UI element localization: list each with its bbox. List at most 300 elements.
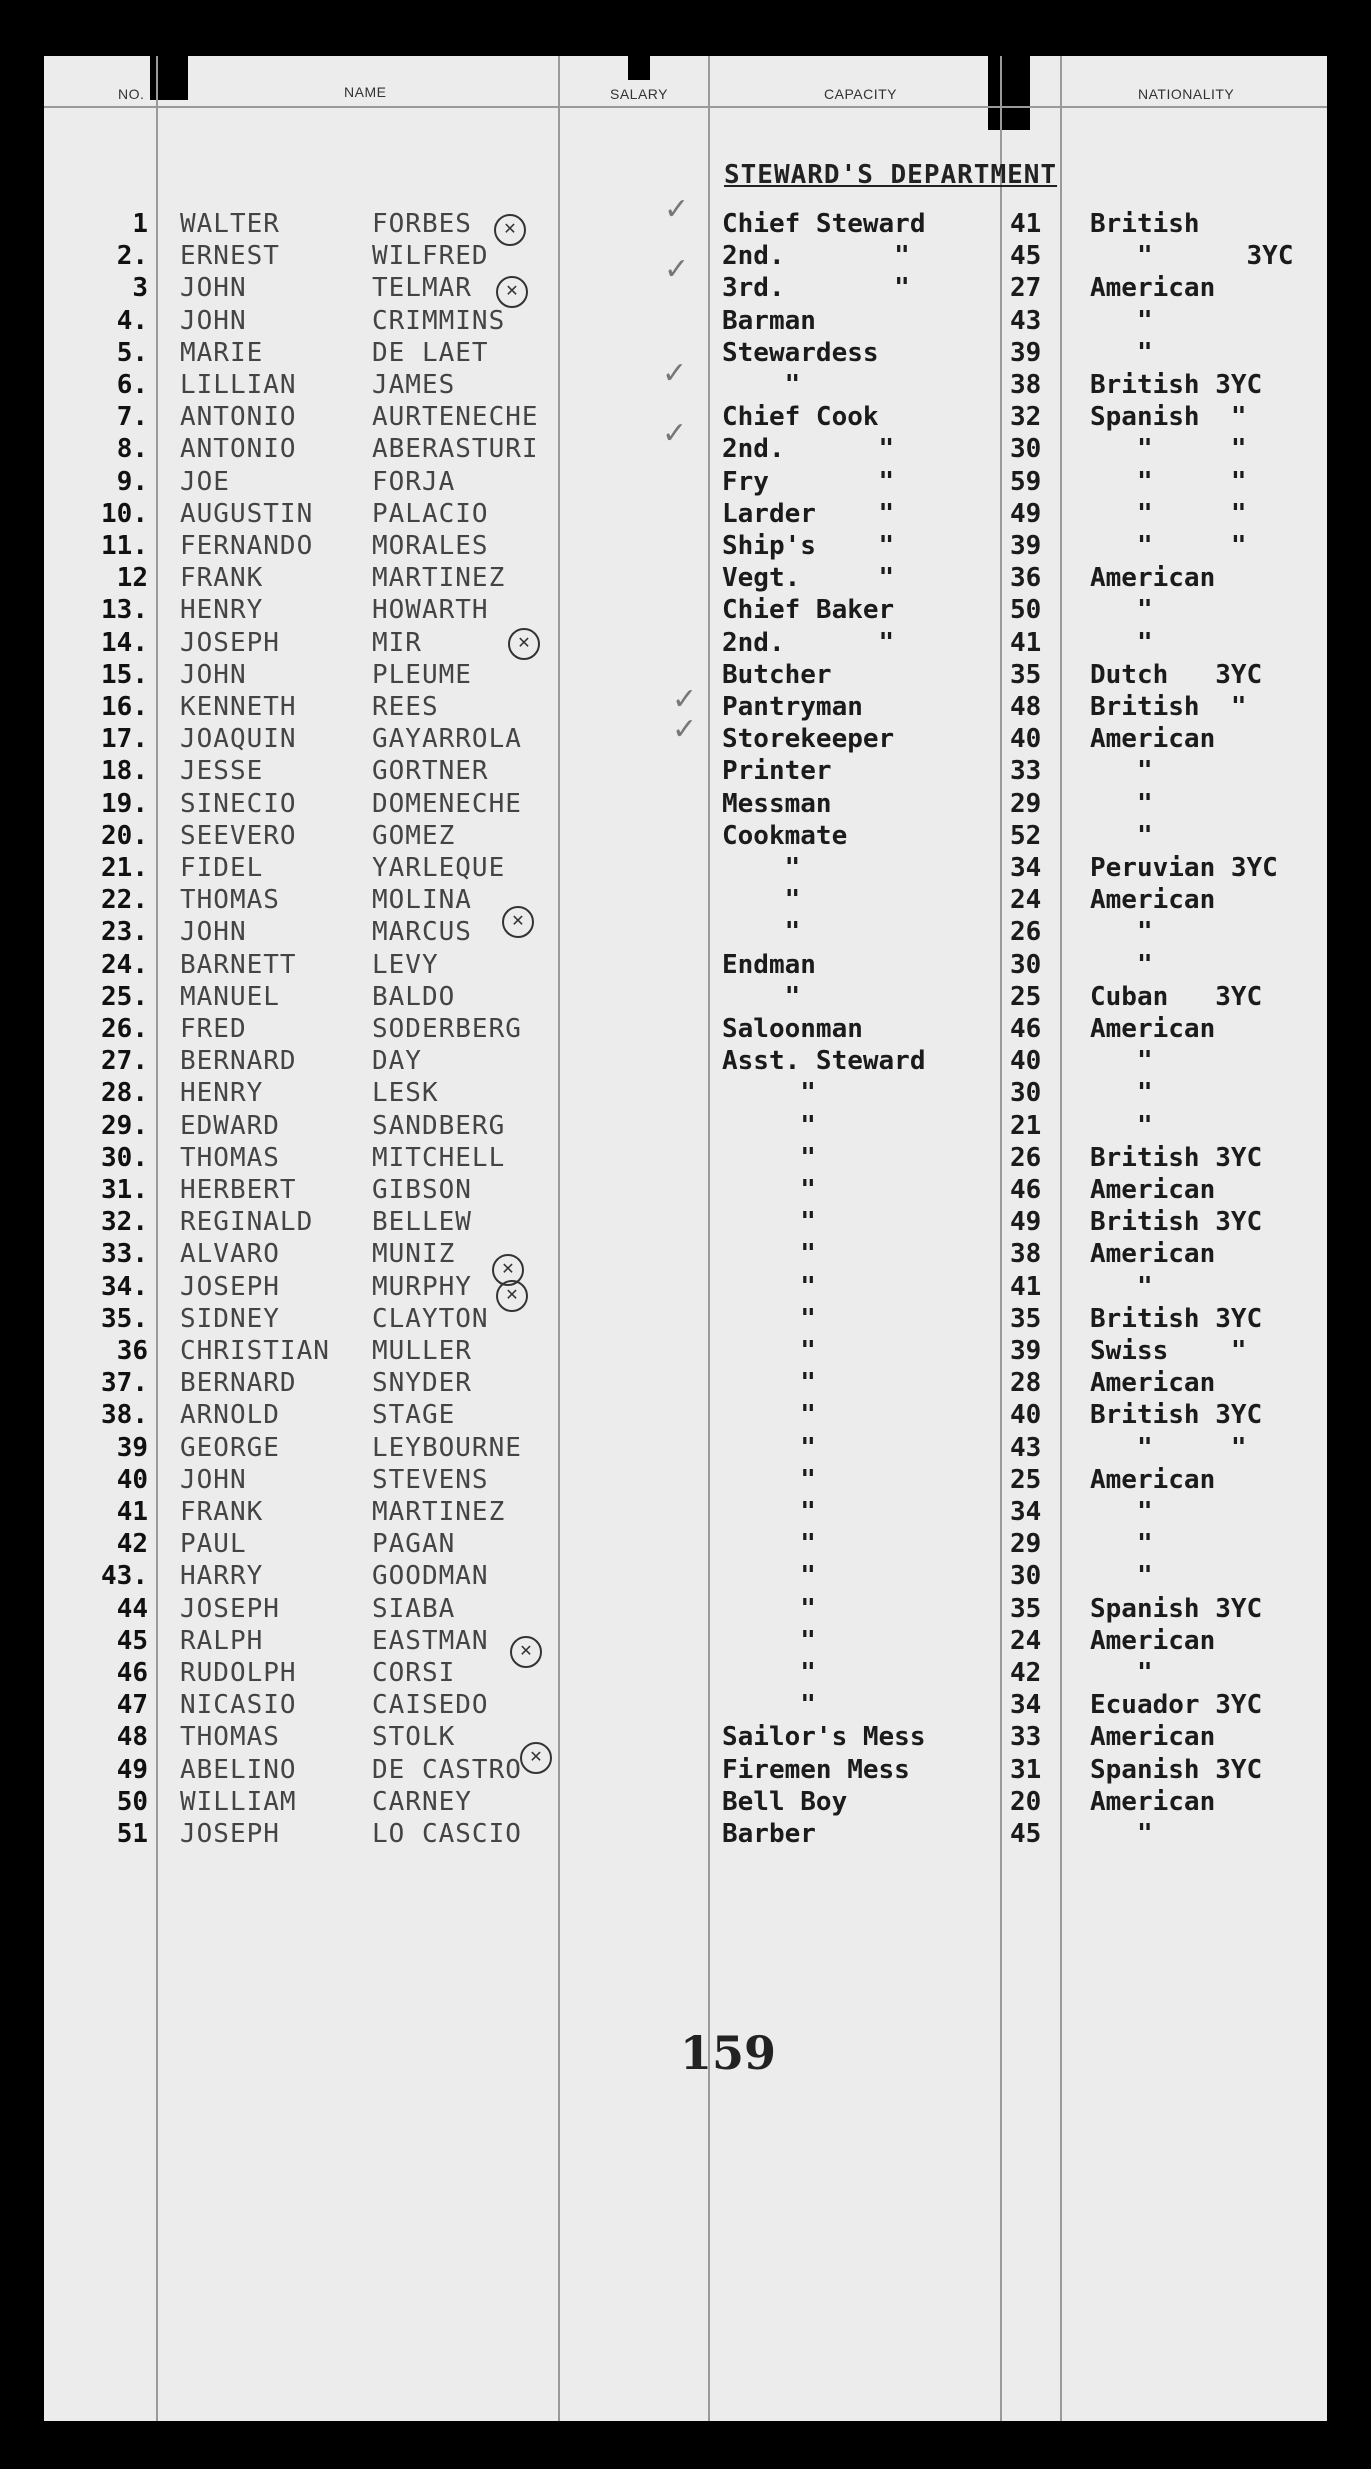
row-number: 47 xyxy=(116,1690,148,1721)
capacity: " xyxy=(722,1690,816,1721)
first-name: WALTER xyxy=(180,209,280,239)
first-name: JOAQUIN xyxy=(180,724,297,755)
row-number: 43. xyxy=(101,1561,148,1592)
age: 31 xyxy=(1010,1754,1042,1785)
age: 33 xyxy=(1010,756,1042,787)
row-number: 29. xyxy=(101,1110,148,1141)
last-name: CAISEDO xyxy=(372,1690,489,1721)
nationality: British 3YC xyxy=(1090,370,1263,400)
nationality: " xyxy=(1090,756,1153,787)
first-name: FRED xyxy=(180,1014,247,1044)
age: 38 xyxy=(1010,1239,1042,1270)
row-number: 22. xyxy=(101,885,148,916)
row-number: 3 xyxy=(132,273,148,304)
capacity: " xyxy=(722,1239,816,1270)
row-number: 33. xyxy=(101,1239,148,1270)
row-number: 50 xyxy=(116,1786,148,1817)
age: 35 xyxy=(1010,1303,1042,1334)
capacity: " xyxy=(722,1207,816,1238)
circled-cross-mark: ✕ xyxy=(510,1636,542,1668)
age: 50 xyxy=(1010,595,1042,626)
first-name: ALVARO xyxy=(180,1239,280,1270)
capacity: " xyxy=(722,917,801,948)
last-name: DOMENECHE xyxy=(372,788,522,819)
capacity: Chief Steward xyxy=(722,209,926,239)
nationality: Swiss " xyxy=(1090,1336,1247,1366)
nationality: British " xyxy=(1090,692,1247,722)
nationality: Spanish 3YC xyxy=(1090,1754,1263,1785)
capacity: " xyxy=(722,1336,816,1366)
last-name: DE CASTRO xyxy=(372,1754,522,1785)
check-mark: ✓ xyxy=(662,416,688,451)
first-name: WILLIAM xyxy=(180,1786,297,1817)
first-name: RUDOLPH xyxy=(180,1658,297,1688)
age: 40 xyxy=(1010,1046,1042,1077)
nationality: " " xyxy=(1090,1432,1247,1463)
last-name: PALACIO xyxy=(372,498,489,529)
capacity: Firemen Mess xyxy=(722,1754,910,1785)
last-name: CORSI xyxy=(372,1658,456,1688)
first-name: EDWARD xyxy=(180,1110,280,1141)
header-capacity: CAPACITY xyxy=(824,86,897,102)
capacity: " xyxy=(722,885,801,916)
table-row xyxy=(44,594,1327,626)
first-name: HENRY xyxy=(180,595,264,626)
row-number: 13. xyxy=(101,595,148,626)
table-row xyxy=(44,1464,1327,1496)
torn-notch xyxy=(628,56,650,80)
table-row xyxy=(44,498,1327,530)
row-number: 49 xyxy=(116,1754,148,1785)
nationality: American xyxy=(1090,1722,1216,1753)
first-name: LILLIAN xyxy=(180,370,297,400)
nationality: " " xyxy=(1090,434,1247,465)
age: 39 xyxy=(1010,531,1042,561)
last-name: WILFRED xyxy=(372,241,489,272)
age: 46 xyxy=(1010,1175,1042,1205)
row-number: 16. xyxy=(101,692,148,722)
last-name: SNYDER xyxy=(372,1368,472,1399)
nationality: American xyxy=(1090,1239,1216,1270)
first-name: BERNARD xyxy=(180,1046,297,1077)
age: 29 xyxy=(1010,1529,1042,1560)
age: 40 xyxy=(1010,724,1042,755)
nationality: British 3YC xyxy=(1090,1303,1263,1334)
age: 24 xyxy=(1010,885,1042,916)
capacity: " xyxy=(722,1497,816,1527)
nationality: British xyxy=(1090,209,1200,239)
first-name: CHRISTIAN xyxy=(180,1336,330,1366)
first-name: KENNETH xyxy=(180,692,297,722)
capacity: " xyxy=(722,1593,816,1624)
first-name: FRANK xyxy=(180,563,264,594)
last-name: SODERBERG xyxy=(372,1014,522,1044)
first-name: FERNANDO xyxy=(180,531,314,561)
nationality: " " xyxy=(1090,498,1247,529)
nationality: American xyxy=(1090,1625,1216,1656)
last-name: LEVY xyxy=(372,949,439,980)
row-number: 51 xyxy=(116,1819,148,1849)
last-name: LO CASCIO xyxy=(372,1819,522,1849)
row-number: 44 xyxy=(116,1593,148,1624)
nationality: Ecuador 3YC xyxy=(1090,1690,1263,1721)
age: 41 xyxy=(1010,209,1042,239)
first-name: SIDNEY xyxy=(180,1303,280,1334)
table-row xyxy=(44,1077,1327,1109)
first-name: ANTONIO xyxy=(180,402,297,433)
first-name: GEORGE xyxy=(180,1432,280,1463)
age: 59 xyxy=(1010,466,1042,497)
last-name: LESK xyxy=(372,1078,439,1109)
row-number: 9. xyxy=(116,466,148,497)
capacity: Butcher xyxy=(722,659,832,690)
nationality: " xyxy=(1090,1529,1153,1560)
last-name: DE LAET xyxy=(372,337,489,368)
last-name: AURTENECHE xyxy=(372,402,539,433)
capacity: Barber xyxy=(722,1819,816,1849)
torn-notch xyxy=(988,56,1030,130)
capacity: Stewardess xyxy=(722,337,879,368)
table-row xyxy=(44,1142,1327,1174)
table-row xyxy=(44,1625,1327,1657)
capacity: " xyxy=(722,1368,816,1399)
row-number: 36 xyxy=(116,1336,148,1366)
table-row xyxy=(44,884,1327,916)
row-number: 42 xyxy=(116,1529,148,1560)
row-number: 38. xyxy=(101,1400,148,1431)
first-name: JOHN xyxy=(180,1464,247,1495)
nationality: " xyxy=(1090,788,1153,819)
first-name: HERBERT xyxy=(180,1175,297,1205)
last-name: CRIMMINS xyxy=(372,305,506,336)
age: 42 xyxy=(1010,1658,1042,1688)
first-name: ABELINO xyxy=(180,1754,297,1785)
last-name: PAGAN xyxy=(372,1529,456,1560)
manifest-sheet xyxy=(44,56,1327,2421)
table-row xyxy=(44,1335,1327,1367)
first-name: NICASIO xyxy=(180,1690,297,1721)
header-rule xyxy=(44,106,1327,108)
check-mark: ✓ xyxy=(672,712,698,747)
row-number: 31. xyxy=(101,1175,148,1205)
nationality: Peruvian 3YC xyxy=(1090,853,1278,883)
nationality: " " xyxy=(1090,466,1247,497)
last-name: YARLEQUE xyxy=(372,853,506,883)
age: 24 xyxy=(1010,1625,1042,1656)
department-heading: STEWARD'S DEPARTMENT xyxy=(724,160,1058,190)
last-name: MOLINA xyxy=(372,885,472,916)
last-name: GORTNER xyxy=(372,756,489,787)
nationality: American xyxy=(1090,1464,1216,1495)
nationality: " xyxy=(1090,820,1153,851)
capacity: Sailor's Mess xyxy=(722,1722,926,1753)
age: 52 xyxy=(1010,820,1042,851)
first-name: HENRY xyxy=(180,1078,264,1109)
table-row xyxy=(44,627,1327,659)
nationality: " 3YC xyxy=(1090,241,1294,272)
row-number: 46 xyxy=(116,1658,148,1688)
nationality: " xyxy=(1090,1078,1153,1109)
nationality: Spanish 3YC xyxy=(1090,1593,1263,1624)
nationality: " xyxy=(1090,1497,1153,1527)
check-mark: ✓ xyxy=(664,252,690,287)
nationality: " xyxy=(1090,595,1153,626)
capacity: " xyxy=(722,1529,816,1560)
last-name: MIR xyxy=(372,627,422,658)
first-name: JOHN xyxy=(180,305,247,336)
capacity: " xyxy=(722,1303,816,1334)
nationality: American xyxy=(1090,563,1216,594)
row-number: 24. xyxy=(101,949,148,980)
circled-cross-mark: ✕ xyxy=(496,276,528,308)
row-number: 4. xyxy=(116,305,148,336)
age: 45 xyxy=(1010,1819,1042,1849)
capacity: " xyxy=(722,1110,816,1141)
age: 28 xyxy=(1010,1368,1042,1399)
capacity: " xyxy=(722,1464,816,1495)
row-number: 1 xyxy=(132,209,148,239)
age: 26 xyxy=(1010,1142,1042,1173)
nationality: American xyxy=(1090,1014,1216,1044)
circled-cross-mark: ✕ xyxy=(492,1254,524,1286)
age: 26 xyxy=(1010,917,1042,948)
age: 27 xyxy=(1010,273,1042,304)
capacity: " xyxy=(722,1658,816,1688)
table-row xyxy=(44,1657,1327,1689)
check-mark: ✓ xyxy=(672,682,698,717)
first-name: AUGUSTIN xyxy=(180,498,314,529)
table-row xyxy=(44,1238,1327,1270)
last-name: STOLK xyxy=(372,1722,456,1753)
first-name: JESSE xyxy=(180,756,264,787)
first-name: THOMAS xyxy=(180,1142,280,1173)
table-row xyxy=(44,916,1327,948)
row-number: 37. xyxy=(101,1368,148,1399)
capacity: Chief Baker xyxy=(722,595,895,626)
age: 34 xyxy=(1010,1690,1042,1721)
first-name: MARIE xyxy=(180,337,264,368)
last-name: MULLER xyxy=(372,1336,472,1366)
last-name: MARTINEZ xyxy=(372,1497,506,1527)
capacity: Pantryman xyxy=(722,692,863,722)
last-name: GIBSON xyxy=(372,1175,472,1205)
capacity: Fry " xyxy=(722,466,895,497)
first-name: THOMAS xyxy=(180,885,280,916)
capacity: Cookmate xyxy=(722,820,848,851)
nationality: British 3YC xyxy=(1090,1400,1263,1431)
table-row xyxy=(44,1271,1327,1303)
table-row xyxy=(44,1754,1327,1786)
first-name: SEEVERO xyxy=(180,820,297,851)
check-mark: ✓ xyxy=(662,356,688,391)
last-name: JAMES xyxy=(372,370,456,400)
capacity: Chief Cook xyxy=(722,402,879,433)
row-number: 28. xyxy=(101,1078,148,1109)
capacity: 2nd. " xyxy=(722,434,895,465)
page-number: 159 xyxy=(680,2026,777,2080)
last-name: PLEUME xyxy=(372,659,472,690)
row-number: 2. xyxy=(116,241,148,272)
capacity: Messman xyxy=(722,788,832,819)
age: 30 xyxy=(1010,949,1042,980)
table-row xyxy=(44,530,1327,562)
row-number: 8. xyxy=(116,434,148,465)
nationality: " xyxy=(1090,949,1153,980)
capacity: " xyxy=(722,1175,816,1205)
age: 20 xyxy=(1010,1786,1042,1817)
capacity: 2nd. " xyxy=(722,627,895,658)
age: 41 xyxy=(1010,627,1042,658)
last-name: DAY xyxy=(372,1046,422,1077)
table-row xyxy=(44,1721,1327,1753)
capacity: " xyxy=(722,370,801,400)
capacity: Barman xyxy=(722,305,816,336)
circled-cross-mark: ✕ xyxy=(502,906,534,938)
first-name: BARNETT xyxy=(180,949,297,980)
table-row xyxy=(44,1045,1327,1077)
nationality: " xyxy=(1090,1271,1153,1302)
age: 39 xyxy=(1010,337,1042,368)
age: 32 xyxy=(1010,402,1042,433)
capacity: " xyxy=(722,1142,816,1173)
nationality: American xyxy=(1090,1368,1216,1399)
age: 25 xyxy=(1010,981,1042,1012)
last-name: GAYARROLA xyxy=(372,724,522,755)
row-number: 21. xyxy=(101,853,148,883)
nationality: British 3YC xyxy=(1090,1142,1263,1173)
last-name: GOODMAN xyxy=(372,1561,489,1592)
first-name: THOMAS xyxy=(180,1722,280,1753)
last-name: MURPHY xyxy=(372,1271,472,1302)
last-name: BELLEW xyxy=(372,1207,472,1238)
age: 36 xyxy=(1010,563,1042,594)
last-name: GOMEZ xyxy=(372,820,456,851)
row-number: 35. xyxy=(101,1303,148,1334)
table-row xyxy=(44,305,1327,337)
first-name: SINECIO xyxy=(180,788,297,819)
capacity: Printer xyxy=(722,756,832,787)
last-name: MARCUS xyxy=(372,917,472,948)
capacity: " xyxy=(722,1432,816,1463)
row-number: 19. xyxy=(101,788,148,819)
age: 49 xyxy=(1010,498,1042,529)
nationality: " xyxy=(1090,1561,1153,1592)
table-row xyxy=(44,1013,1327,1045)
first-name: ERNEST xyxy=(180,241,280,272)
first-name: HARRY xyxy=(180,1561,264,1592)
table-row xyxy=(44,562,1327,594)
row-number: 23. xyxy=(101,917,148,948)
table-row xyxy=(44,1432,1327,1464)
table-row xyxy=(44,1174,1327,1206)
row-number: 6. xyxy=(116,370,148,400)
nationality: British 3YC xyxy=(1090,1207,1263,1238)
nationality: " xyxy=(1090,305,1153,336)
row-number: 11. xyxy=(101,531,148,561)
row-number: 40 xyxy=(116,1464,148,1495)
last-name: REES xyxy=(372,692,439,722)
table-row xyxy=(44,1110,1327,1142)
first-name: JOSEPH xyxy=(180,1271,280,1302)
age: 35 xyxy=(1010,1593,1042,1624)
nationality: American xyxy=(1090,885,1216,916)
table-row xyxy=(44,1528,1327,1560)
table-row xyxy=(44,1303,1327,1335)
table-row xyxy=(44,1786,1327,1818)
table-row xyxy=(44,755,1327,787)
circled-cross-mark: ✕ xyxy=(520,1742,552,1774)
capacity: " xyxy=(722,1271,816,1302)
age: 41 xyxy=(1010,1271,1042,1302)
row-number: 32. xyxy=(101,1207,148,1238)
row-number: 25. xyxy=(101,981,148,1012)
last-name: STAGE xyxy=(372,1400,456,1431)
row-number: 48 xyxy=(116,1722,148,1753)
row-number: 17. xyxy=(101,724,148,755)
age: 30 xyxy=(1010,1078,1042,1109)
last-name: BALDO xyxy=(372,981,456,1012)
table-row xyxy=(44,788,1327,820)
first-name: PAUL xyxy=(180,1529,247,1560)
circled-cross-mark: ✕ xyxy=(494,214,526,246)
table-row xyxy=(44,1206,1327,1238)
table-row xyxy=(44,852,1327,884)
age: 43 xyxy=(1010,1432,1042,1463)
capacity: " xyxy=(722,853,801,883)
capacity: Endman xyxy=(722,949,816,980)
row-number: 5. xyxy=(116,337,148,368)
last-name: MITCHELL xyxy=(372,1142,506,1173)
row-number: 15. xyxy=(101,659,148,690)
last-name: SANDBERG xyxy=(372,1110,506,1141)
last-name: LEYBOURNE xyxy=(372,1432,522,1463)
nationality: Cuban 3YC xyxy=(1090,981,1263,1012)
row-number: 7. xyxy=(116,402,148,433)
last-name: MORALES xyxy=(372,531,489,561)
nationality: Spanish " xyxy=(1090,402,1247,433)
row-number: 45 xyxy=(116,1625,148,1656)
circled-cross-mark: ✕ xyxy=(496,1280,528,1312)
header-name: NAME xyxy=(344,84,387,100)
age: 38 xyxy=(1010,370,1042,400)
age: 30 xyxy=(1010,1561,1042,1592)
header-nationality: NATIONALITY xyxy=(1138,86,1235,102)
age: 25 xyxy=(1010,1464,1042,1495)
first-name: ANTONIO xyxy=(180,434,297,465)
row-number: 41 xyxy=(116,1497,148,1527)
capacity: Vegt. " xyxy=(722,563,895,594)
nationality: " xyxy=(1090,917,1153,948)
nationality: " xyxy=(1090,1819,1153,1849)
capacity: Bell Boy xyxy=(722,1786,848,1817)
row-number: 10. xyxy=(101,498,148,529)
age: 49 xyxy=(1010,1207,1042,1238)
first-name: REGINALD xyxy=(180,1207,314,1238)
capacity: Ship's " xyxy=(722,531,895,561)
last-name: MUNIZ xyxy=(372,1239,456,1270)
nationality: American xyxy=(1090,273,1216,304)
nationality: " xyxy=(1090,1110,1153,1141)
table-row xyxy=(44,466,1327,498)
first-name: FIDEL xyxy=(180,853,264,883)
first-name: JOE xyxy=(180,466,230,497)
first-name: FRANK xyxy=(180,1497,264,1527)
age: 39 xyxy=(1010,1336,1042,1366)
row-number: 14. xyxy=(101,627,148,658)
last-name: TELMAR xyxy=(372,273,472,304)
capacity: Saloonman xyxy=(722,1014,863,1044)
capacity: " xyxy=(722,981,801,1012)
